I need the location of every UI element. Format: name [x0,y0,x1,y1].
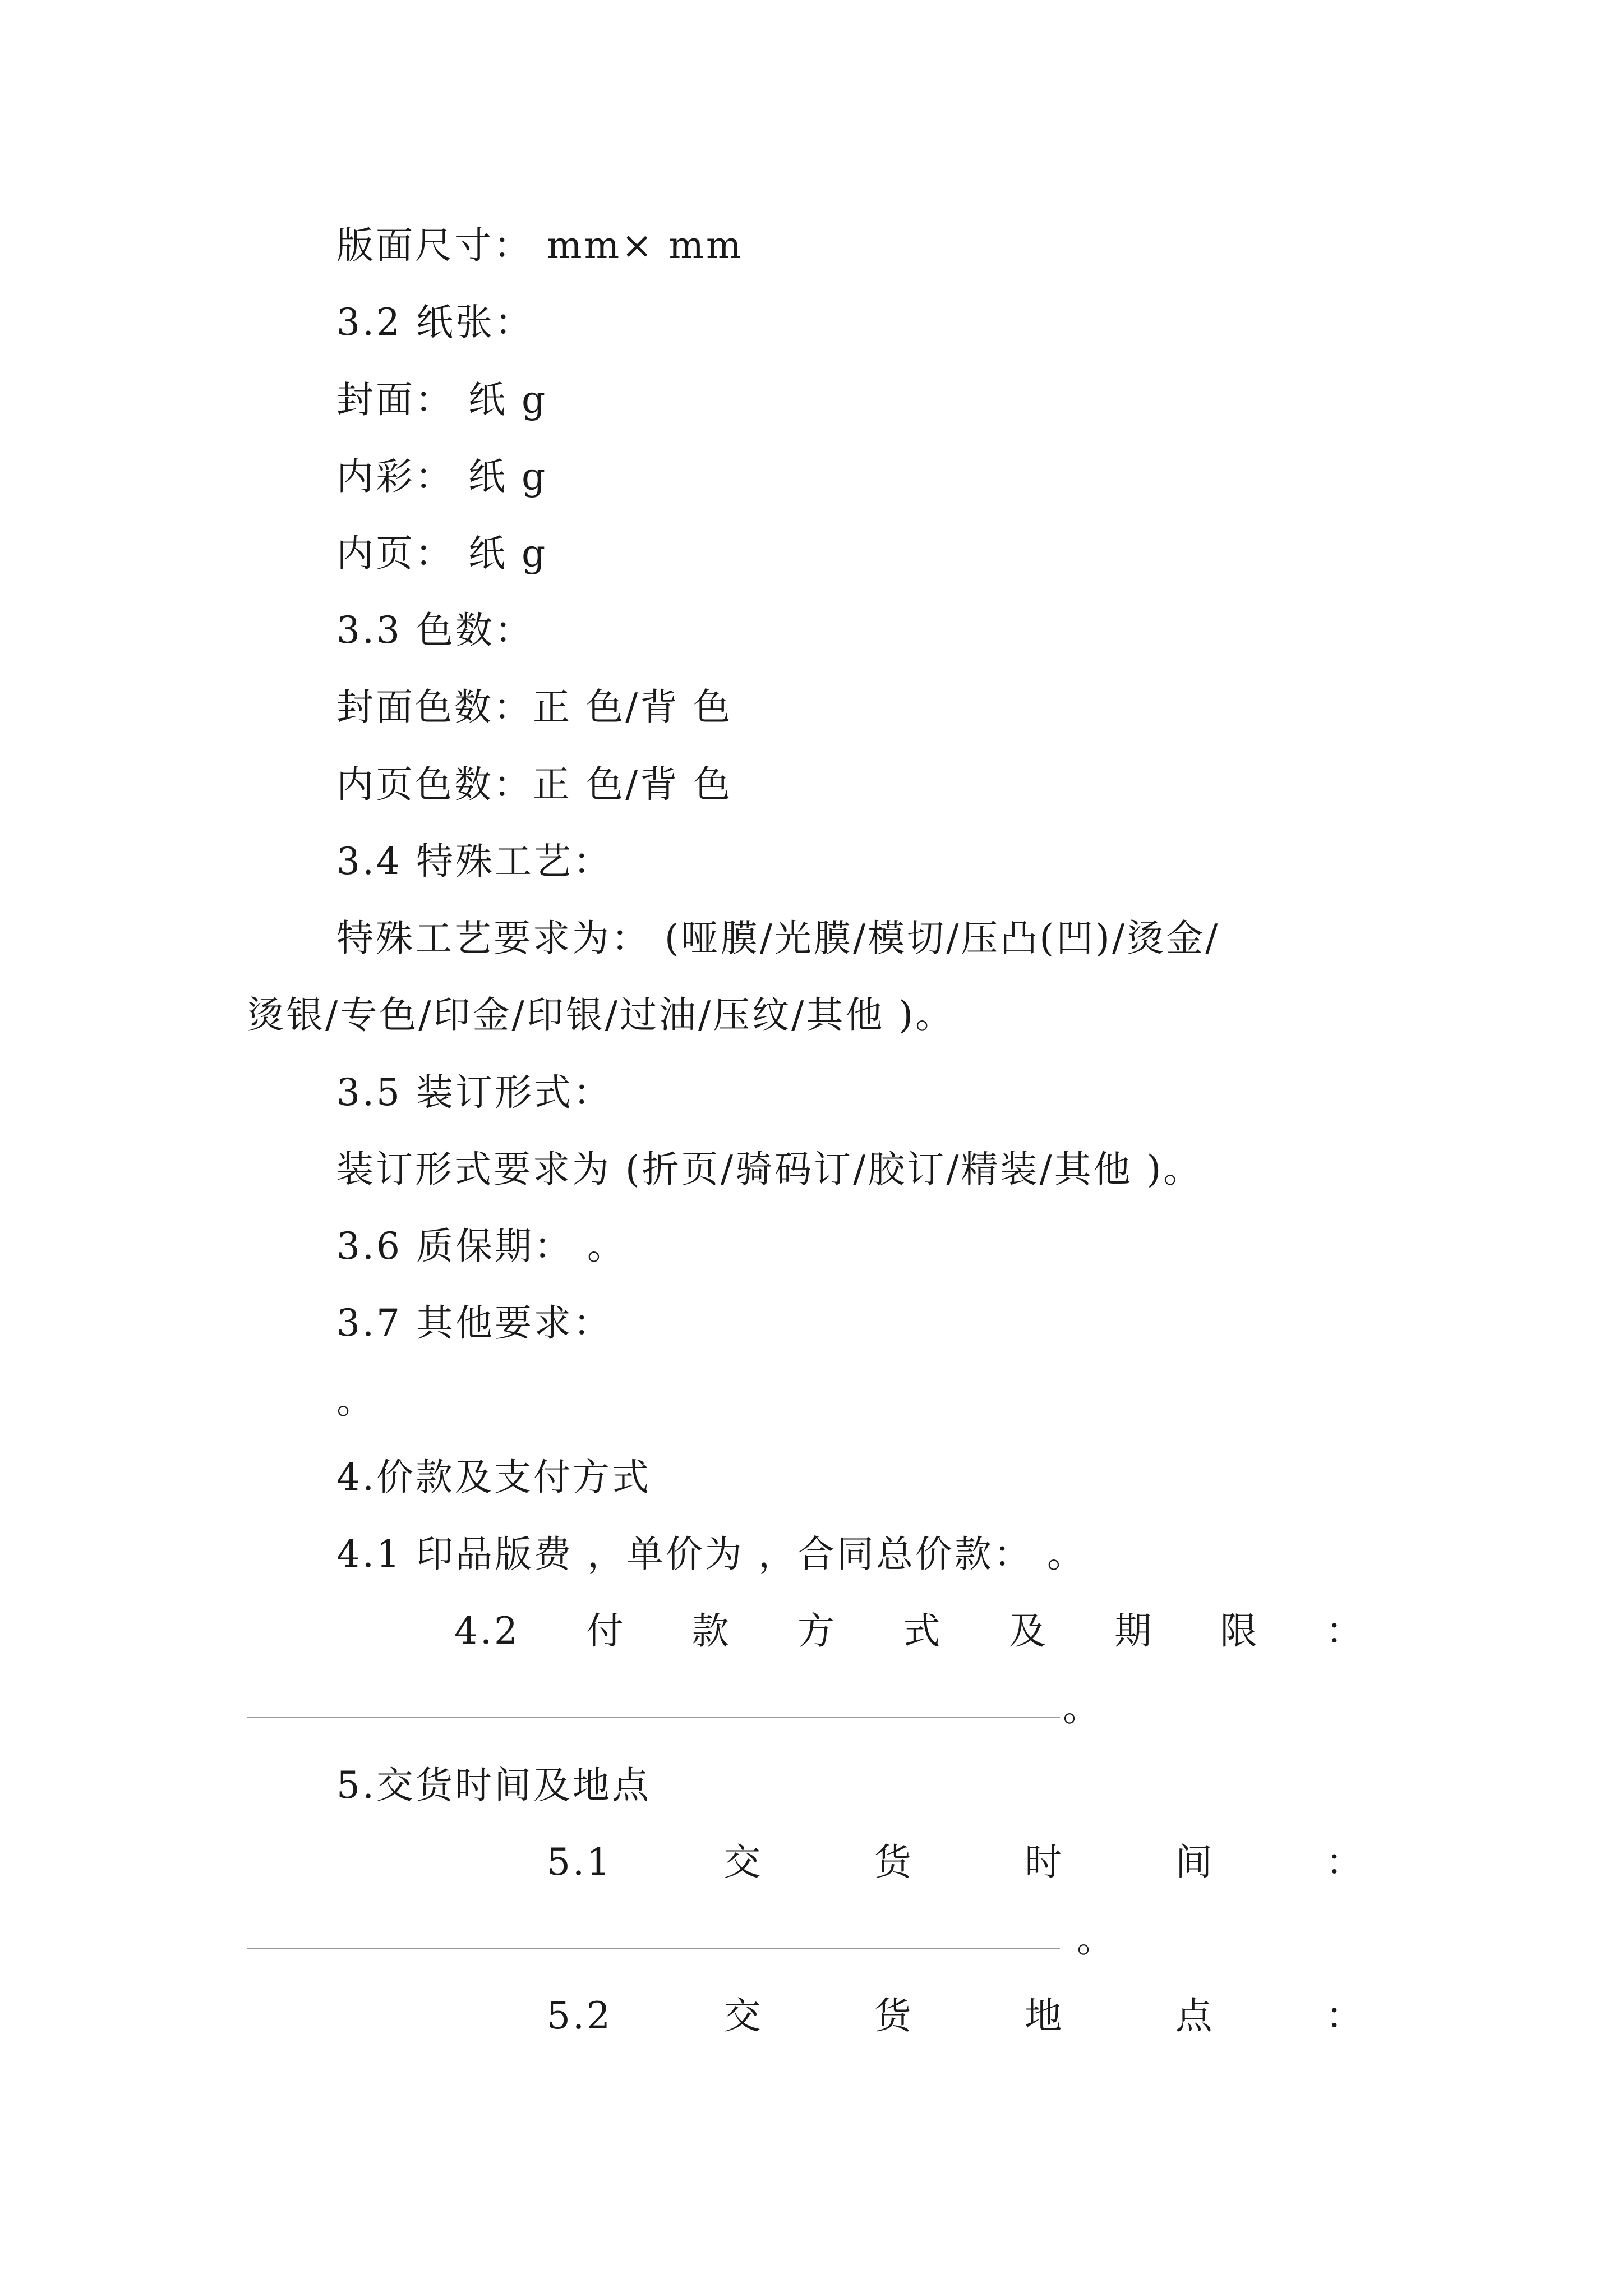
special-process-line-1: 特殊工艺要求为： (哑膜/光膜/模切/压凸(凹)/烫金/ [336,917,1220,960]
spread-token: 点 [1175,1994,1215,2037]
delivery-time-end: 。 [1077,1917,1116,1961]
payment-term-line [454,1609,1365,1653]
warranty-line: 3.6 质保期： 。 [336,1225,626,1268]
inner-page-paper-line: 内页： 纸 g [336,532,548,575]
spread-token: 5.2 [547,1994,612,2037]
price-payment-heading: 4.价款及支付方式 [336,1456,651,1499]
spread-token: 4.2 [454,1609,520,1653]
other-requirements-heading: 3.7 其他要求： [336,1301,612,1345]
special-process-line-2: 烫银/专色/印金/印银/过油/压纹/其他 )。 [247,993,955,1037]
spread-token: ： [1326,1994,1365,2037]
inner-color-line: 内页色数：正 色/背 色 [336,763,733,806]
spread-token: 地 [1025,1994,1064,2037]
spread-token: 间 [1175,1841,1215,1884]
spread-token: 货 [874,1994,914,2037]
delivery-heading: 5.交货时间及地点 [336,1764,651,1807]
spread-token: 货 [874,1841,914,1884]
spread-token: ： [1326,1841,1365,1884]
layout-size-line: 版面尺寸： mm× mm [336,224,744,267]
paper-heading: 3.2 纸张： [336,301,534,344]
delivery-place-line [547,1994,1365,2037]
delivery-time-underline [247,1948,1060,1949]
spread-token: 付 [586,1609,626,1653]
spread-token: 方 [797,1609,837,1653]
other-requirements-end: 。 [336,1379,376,1422]
delivery-time-line [547,1841,1365,1884]
spread-token: 款 [691,1609,731,1653]
spread-token: 期 [1114,1609,1154,1653]
spread-token: 时 [1025,1841,1064,1884]
color-count-heading: 3.3 色数： [336,609,534,652]
payment-blank-underline [247,1717,1060,1718]
binding-heading: 3.5 装订形式： [336,1071,612,1114]
spread-token: 5.1 [547,1841,612,1884]
spread-token: 式 [903,1609,943,1653]
price-line: 4.1 印品版费 ，单价为 ，合同总价款： 。 [336,1533,1086,1576]
payment-blank-end: 。 [1063,1686,1102,1729]
cover-color-line: 封面色数：正 色/背 色 [336,685,733,729]
special-process-heading: 3.4 特殊工艺： [336,840,612,883]
spread-token: 及 [1008,1609,1048,1653]
cover-paper-line: 封面： 纸 g [336,378,548,421]
spread-token: 交 [723,1994,763,2037]
spread-token: 交 [723,1841,763,1884]
spread-token: 限 [1220,1609,1260,1653]
binding-line: 装订形式要求为 (折页/骑码订/胶订/精装/其他 )。 [336,1148,1203,1191]
inner-color-paper-line: 内彩： 纸 g [336,455,548,498]
spread-token: ： [1325,1609,1365,1653]
